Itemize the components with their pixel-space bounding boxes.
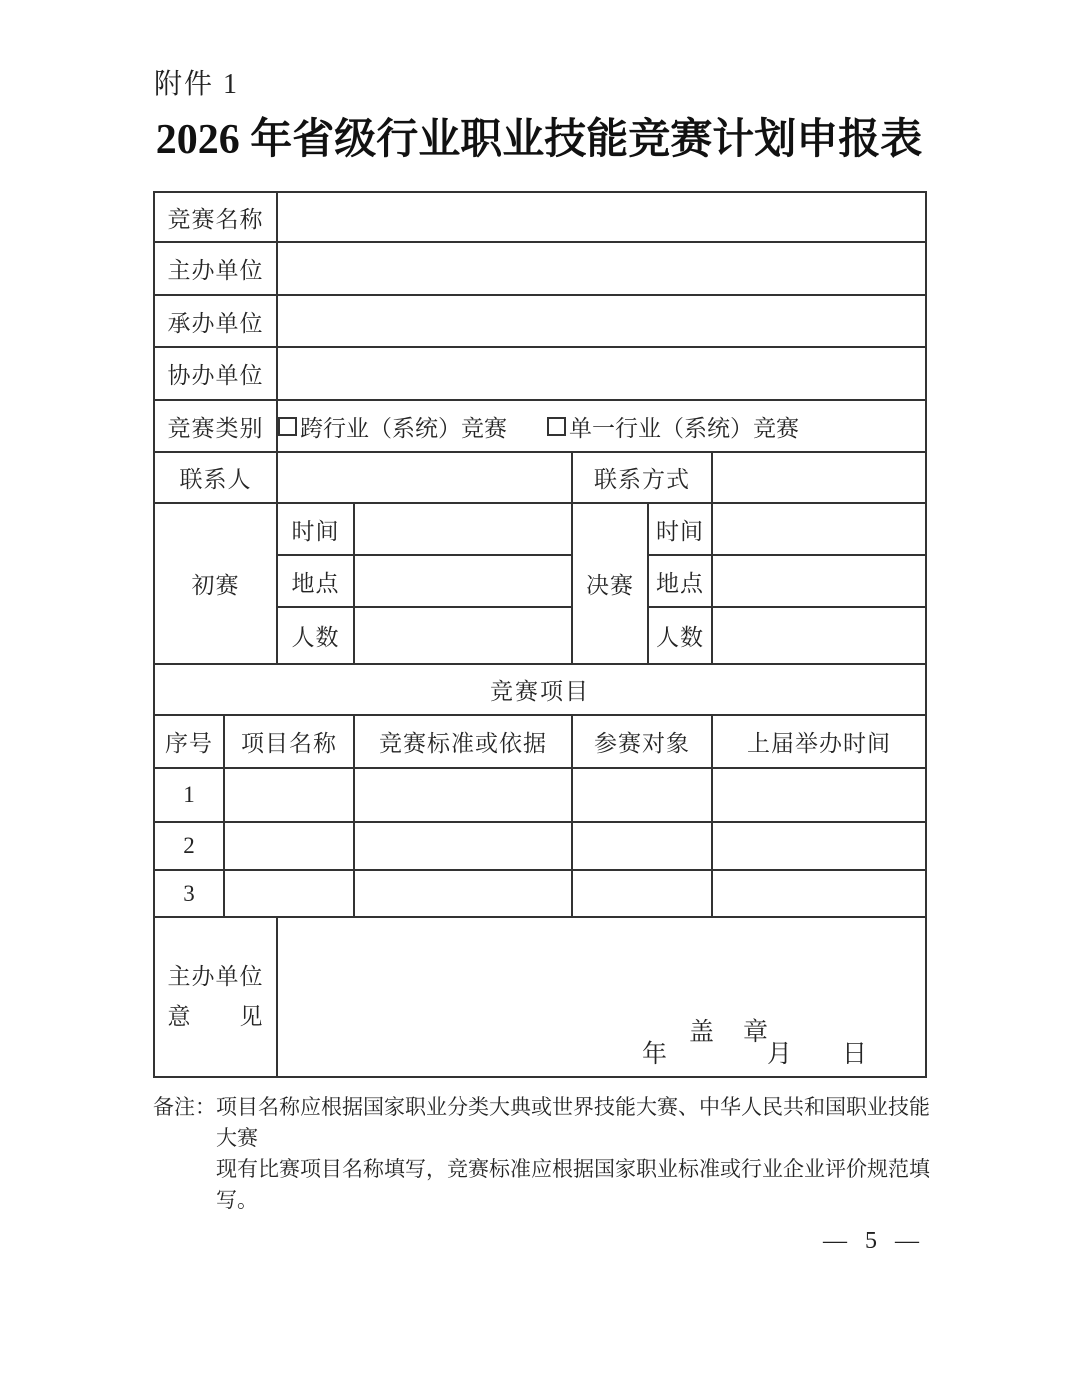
column-header-project-name: 项目名称 bbox=[224, 715, 354, 768]
competition-name-value-cell bbox=[277, 192, 926, 242]
contact-method-value-cell bbox=[712, 452, 926, 503]
final-location-value-cell bbox=[712, 555, 926, 607]
contact-method-label: 联系方式 bbox=[572, 452, 712, 503]
organizer-unit-value-cell bbox=[277, 295, 926, 347]
co-organizer-unit-label: 协办单位 bbox=[154, 347, 277, 400]
project-3-standard-cell bbox=[354, 870, 572, 917]
projects-section-title: 竞赛项目 bbox=[154, 664, 926, 715]
application-form-table bbox=[153, 191, 927, 1078]
contact-person-value-cell bbox=[277, 452, 572, 503]
project-3-name-cell bbox=[224, 870, 354, 917]
note bbox=[153, 1092, 943, 1216]
checkbox-icon[interactable] bbox=[278, 417, 297, 436]
preliminary-time-value-cell bbox=[354, 503, 572, 555]
project-3-participants-cell bbox=[572, 870, 712, 917]
project-2-participants-cell bbox=[572, 822, 712, 870]
final-time-value-cell bbox=[712, 503, 926, 555]
project-1-name-cell bbox=[224, 768, 354, 822]
category-option-cross-industry-label: 跨行业（系统）竞赛 bbox=[300, 415, 507, 441]
row-host-opinion bbox=[154, 917, 926, 1077]
host-opinion-label bbox=[154, 917, 277, 1077]
host-unit-value-cell bbox=[277, 242, 926, 295]
column-header-last-held: 上届举办时间 bbox=[712, 715, 926, 768]
page-number: — 5 — bbox=[823, 1228, 925, 1254]
project-1-no: 1 bbox=[154, 768, 224, 822]
preliminary-location-value-cell bbox=[354, 555, 572, 607]
project-row-3 bbox=[154, 870, 926, 917]
host-unit-label: 主办单位 bbox=[154, 242, 277, 295]
row-contact bbox=[154, 452, 926, 503]
page-title: 2026 年省级行业职业技能竞赛计划申报表 bbox=[155, 117, 923, 163]
category-option-cross-industry bbox=[278, 410, 507, 443]
host-opinion-content-cell bbox=[277, 917, 926, 1077]
column-header-participants: 参赛对象 bbox=[572, 715, 712, 768]
project-2-standard-cell bbox=[354, 822, 572, 870]
row-competition-name bbox=[154, 192, 926, 242]
preliminary-time-label: 时间 bbox=[277, 503, 354, 555]
column-header-no: 序号 bbox=[154, 715, 224, 768]
final-headcount-value-cell bbox=[712, 607, 926, 664]
preliminary-location-label: 地点 bbox=[277, 555, 354, 607]
project-3-no: 3 bbox=[154, 870, 224, 917]
final-location-label: 地点 bbox=[648, 555, 712, 607]
co-organizer-unit-value-cell bbox=[277, 347, 926, 400]
attachment-label: 附件 1 bbox=[154, 69, 240, 100]
project-2-last-held-cell bbox=[712, 822, 926, 870]
project-1-last-held-cell bbox=[712, 768, 926, 822]
document-page bbox=[153, 0, 930, 1379]
note-line-2: 现有比赛项目名称填写，竞赛标准应根据国家职业标准或行业企业评价规范填写。 bbox=[216, 1157, 930, 1212]
project-row-2 bbox=[154, 822, 926, 870]
project-2-name-cell bbox=[224, 822, 354, 870]
project-1-standard-cell bbox=[354, 768, 572, 822]
competition-name-label: 竞赛名称 bbox=[154, 192, 277, 242]
row-host-unit bbox=[154, 242, 926, 295]
seal-label: 盖 章 bbox=[689, 1019, 771, 1046]
row-organizer-unit bbox=[154, 295, 926, 347]
date-label: 年 月 日 bbox=[642, 1041, 868, 1068]
preliminary-headcount-value-cell bbox=[354, 607, 572, 664]
host-opinion-label-line2: 意 见 bbox=[167, 1004, 264, 1029]
note-text bbox=[216, 1092, 943, 1216]
project-1-participants-cell bbox=[572, 768, 712, 822]
final-time-label: 时间 bbox=[648, 503, 712, 555]
row-co-organizer-unit bbox=[154, 347, 926, 400]
preliminary-round-label: 初赛 bbox=[154, 503, 277, 664]
checkbox-icon[interactable] bbox=[547, 417, 566, 436]
note-line-1: 项目名称应根据国家职业分类大典或世界技能大赛、中华人民共和国职业技能大赛 bbox=[216, 1095, 930, 1150]
row-preliminary-time bbox=[154, 503, 926, 555]
host-opinion-label-line1: 主办单位 bbox=[167, 964, 264, 989]
note-prefix: 备注： bbox=[153, 1095, 216, 1119]
competition-category-label: 竞赛类别 bbox=[154, 400, 277, 452]
column-header-standard: 竞赛标准或依据 bbox=[354, 715, 572, 768]
row-projects-header bbox=[154, 715, 926, 768]
row-competition-category bbox=[154, 400, 926, 452]
project-2-no: 2 bbox=[154, 822, 224, 870]
category-option-single-industry bbox=[547, 410, 799, 443]
final-headcount-label: 人数 bbox=[648, 607, 712, 664]
organizer-unit-label: 承办单位 bbox=[154, 295, 277, 347]
preliminary-headcount-label: 人数 bbox=[277, 607, 354, 664]
final-round-label: 决赛 bbox=[572, 503, 648, 664]
contact-person-label: 联系人 bbox=[154, 452, 277, 503]
row-projects-section-title bbox=[154, 664, 926, 715]
project-row-1 bbox=[154, 768, 926, 822]
project-3-last-held-cell bbox=[712, 870, 926, 917]
category-option-single-industry-label: 单一行业（系统）竞赛 bbox=[569, 415, 799, 441]
competition-category-options-cell bbox=[277, 400, 926, 452]
